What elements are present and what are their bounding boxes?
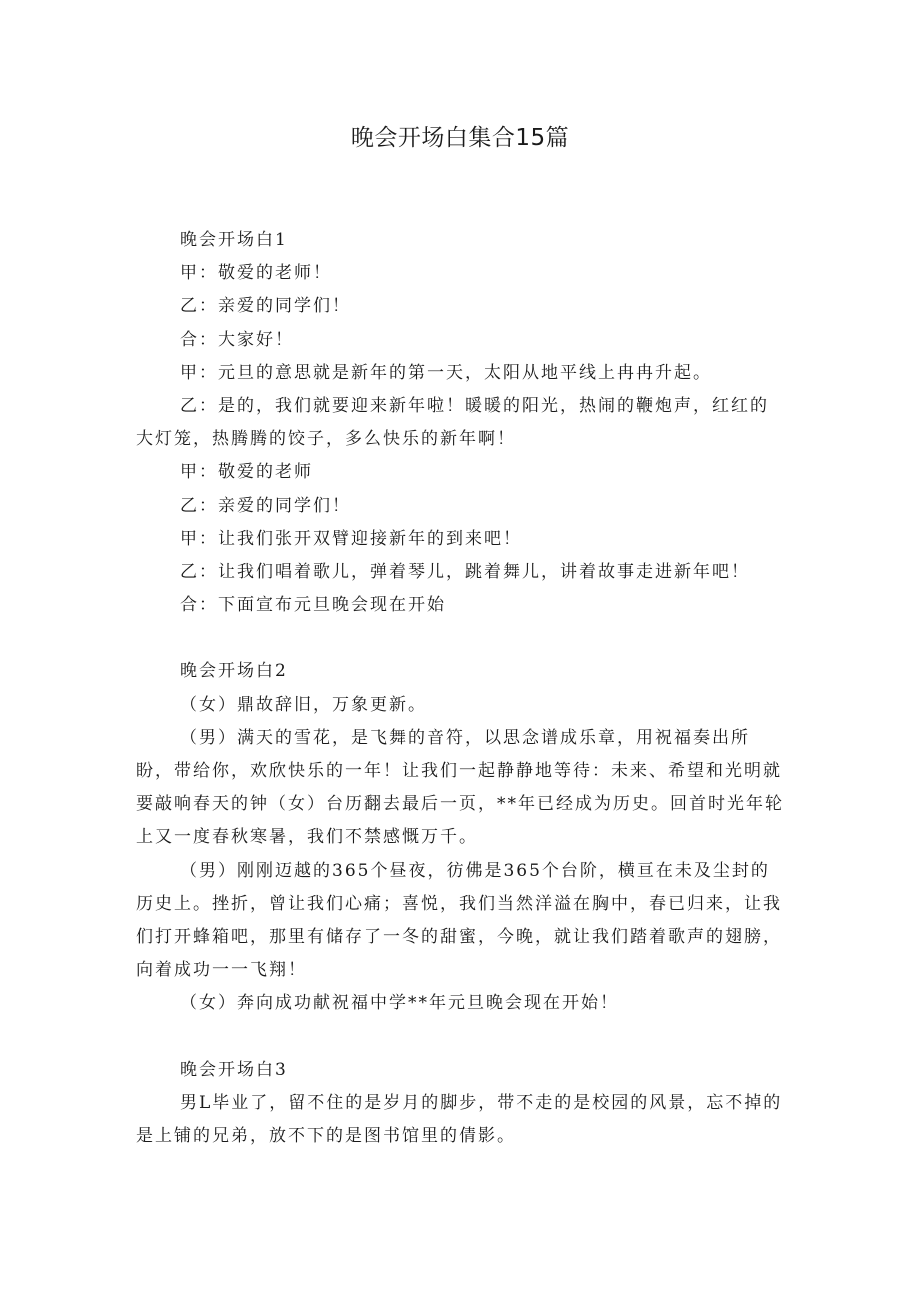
paragraph: 乙：亲爱的同学们！ xyxy=(180,296,351,317)
paragraph: 男L毕业了，留不住的是岁月的脚步，带不走的是校园的风景，忘不掉的是上铺的兄弟，放不下的是图书馆里的倩影。 xyxy=(136,1092,783,1147)
paragraph: 乙：让我们唱着歌儿，弹着琴儿，跳着舞儿，讲着故事走进新年吧！ xyxy=(180,562,750,583)
section-heading: 晚会开场白1 xyxy=(180,230,288,250)
section-3 xyxy=(136,1054,786,1154)
paragraph: （女）奔向成功献祝福中学**年元旦晚会现在开始！ xyxy=(180,993,619,1014)
paragraph: （男）满天的雪花，是飞舞的音符，以思念谱成乐章，用祝福奏出所盼，带给你，欢欣快乐的一年！让我们一起静静地等待：未来、希望和光明就要敲响春天的钟（女）台历翻去最后一页，**年已经成为历史。回首时光年轮上又一度春秋寒暑，我们不禁感慨万千。 xyxy=(136,727,784,848)
document-title: 晚会开场白集合15篇 xyxy=(350,125,570,151)
paragraph: 甲：让我们张开双臂迎接新年的到来吧！ xyxy=(180,528,522,549)
section-2 xyxy=(136,655,786,1020)
paragraph: 乙：亲爱的同学们！ xyxy=(180,495,351,516)
paragraph: （女）鼎故辞旧，万象更新。 xyxy=(180,694,427,715)
paragraph: 合：大家好！ xyxy=(180,329,294,350)
paragraph: 甲：敬爱的老师 xyxy=(180,462,313,483)
paragraph: 乙：是的，我们就要迎来新年啦！暖暖的阳光，热闹的鞭炮声，红红的大灯笼，热腾腾的饺子，多么快乐的新年啊！ xyxy=(136,396,769,450)
paragraph: 甲：敬爱的老师！ xyxy=(180,263,332,284)
section-heading: 晚会开场白3 xyxy=(180,1059,288,1080)
paragraph: 甲：元旦的意思就是新年的第一天，太阳从地平线上冉冉升起。 xyxy=(180,362,712,383)
document-body xyxy=(136,224,786,1153)
section-1 xyxy=(136,224,786,622)
paragraph: （男）刚刚迈越的365个昼夜，彷佛是365个台阶，横亘在未及尘封的历史上。挫折，曾让我们心痛；喜悦，我们当然洋溢在胸中，春已归来，让我们打开蜂箱吧，那里有储存了一冬的甜蜜，今晚，就让我们踏着歌声的翅膀，向着成功一一飞翔！ xyxy=(136,860,782,981)
section-heading: 晚会开场白2 xyxy=(180,661,288,682)
paragraph: 合：下面宣布元旦晚会现在开始 xyxy=(180,595,446,616)
